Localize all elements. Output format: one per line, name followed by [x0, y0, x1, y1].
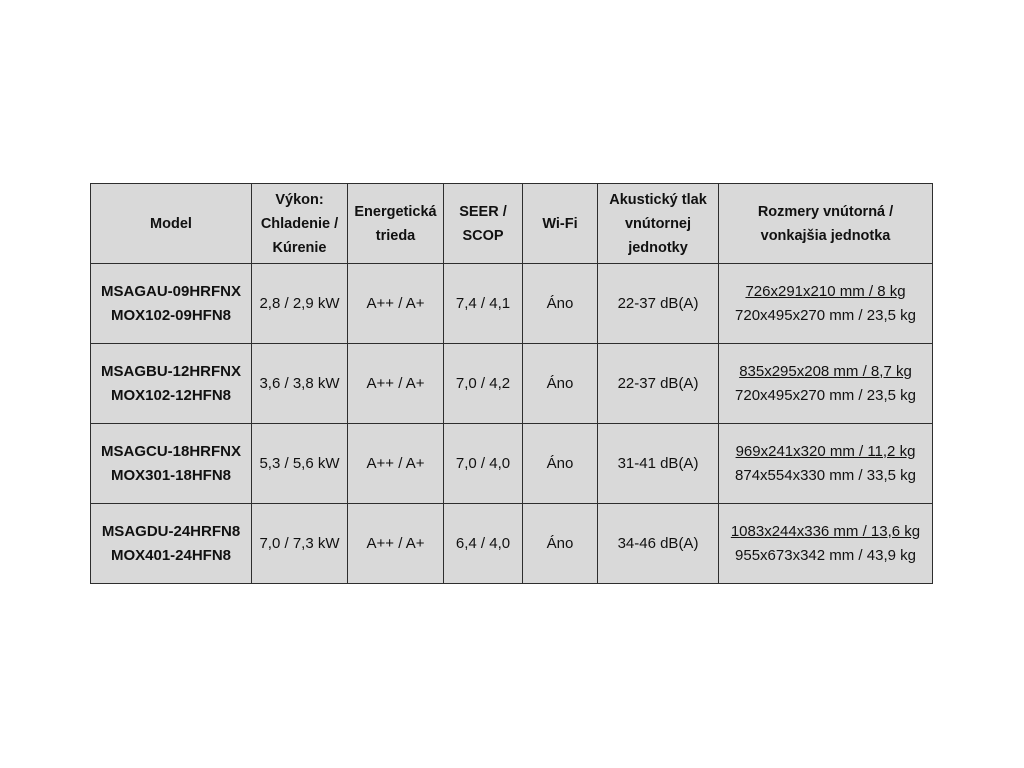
cell-model: [91, 264, 252, 344]
header-model-label: Model: [150, 215, 192, 232]
cell-energy-class: A++ / A+: [348, 504, 444, 584]
cell-seer-scop: 7,0 / 4,2: [444, 344, 523, 424]
cell-dimensions: [719, 424, 933, 504]
cell-energy-class: A++ / A+: [348, 424, 444, 504]
outdoor-unit-dimensions: 720x495x270 mm / 23,5 kg: [735, 306, 916, 324]
indoor-unit-model: MSAGAU-09HRFNX: [100, 282, 241, 300]
cell-seer-scop: 7,4 / 4,1: [444, 264, 523, 344]
header-energy-class-line: trieda: [375, 227, 416, 244]
indoor-unit-dimensions: 726x291x210 mm / 8 kg: [745, 282, 906, 300]
indoor-unit-dimensions: 969x241x320 mm / 11,2 kg: [735, 442, 916, 460]
cell-wifi: Áno: [523, 424, 598, 504]
outdoor-unit-dimensions: 720x495x270 mm / 23,5 kg: [735, 386, 916, 404]
cell-wifi: Áno: [523, 344, 598, 424]
cell-model: [91, 344, 252, 424]
header-dimensions-line: vonkajšia jednotka: [760, 227, 891, 244]
cell-model: [91, 504, 252, 584]
cell-power: 3,6 / 3,8 kW: [252, 344, 348, 424]
header-seer-scop-line: SCOP: [462, 227, 504, 244]
outdoor-unit-model: MOX102-09HFN8: [110, 306, 232, 324]
header-power: [252, 184, 348, 264]
outdoor-unit-model: MOX401-24HFN8: [110, 546, 232, 564]
indoor-unit-dimensions: 835x295x208 mm / 8,7 kg: [739, 362, 912, 380]
cell-dimensions: [719, 504, 933, 584]
cell-noise: 31-41 dB(A): [598, 424, 719, 504]
header-power-line: Výkon:: [275, 191, 324, 208]
cell-model: [91, 424, 252, 504]
cell-wifi: Áno: [523, 504, 598, 584]
header-wifi-label: Wi-Fi: [542, 215, 578, 232]
header-noise-line: jednotky: [628, 239, 688, 256]
header-wifi: [523, 184, 598, 264]
header-power-line: Kúrenie: [272, 239, 327, 256]
cell-power: 7,0 / 7,3 kW: [252, 504, 348, 584]
cell-power: 5,3 / 5,6 kW: [252, 424, 348, 504]
header-energy-class-line: Energetická: [354, 203, 437, 220]
outdoor-unit-dimensions: 874x554x330 mm / 33,5 kg: [735, 466, 916, 484]
cell-seer-scop: 7,0 / 4,0: [444, 424, 523, 504]
cell-seer-scop: 6,4 / 4,0: [444, 504, 523, 584]
cell-noise: 34-46 dB(A): [598, 504, 719, 584]
cell-noise: 22-37 dB(A): [598, 264, 719, 344]
header-noise: [598, 184, 719, 264]
cell-energy-class: A++ / A+: [348, 264, 444, 344]
cell-power: 2,8 / 2,9 kW: [252, 264, 348, 344]
indoor-unit-model: MSAGDU-24HRFN8: [101, 522, 241, 540]
spec-table: [90, 183, 933, 584]
cell-dimensions: [719, 264, 933, 344]
header-energy-class: [348, 184, 444, 264]
header-dimensions: [719, 184, 933, 264]
outdoor-unit-model: MOX301-18HFN8: [110, 466, 232, 484]
outdoor-unit-model: MOX102-12HFN8: [110, 386, 232, 404]
cell-wifi: Áno: [523, 264, 598, 344]
indoor-unit-model: MSAGCU-18HRFNX: [100, 442, 241, 460]
header-seer-scop-line: SEER /: [459, 203, 507, 220]
outdoor-unit-dimensions: 955x673x342 mm / 43,9 kg: [735, 546, 916, 564]
header-seer-scop: [444, 184, 523, 264]
header-noise-line: Akustický tlak: [609, 191, 707, 208]
cell-energy-class: A++ / A+: [348, 344, 444, 424]
header-power-line: Chladenie /: [260, 215, 339, 232]
cell-dimensions: [719, 344, 933, 424]
indoor-unit-model: MSAGBU-12HRFNX: [100, 362, 241, 380]
cell-noise: 22-37 dB(A): [598, 344, 719, 424]
indoor-unit-dimensions: 1083x244x336 mm / 13,6 kg: [730, 522, 921, 540]
header-noise-line: vnútornej: [624, 215, 692, 232]
header-model: [91, 184, 252, 264]
header-dimensions-line: Rozmery vnútorná /: [757, 203, 894, 220]
